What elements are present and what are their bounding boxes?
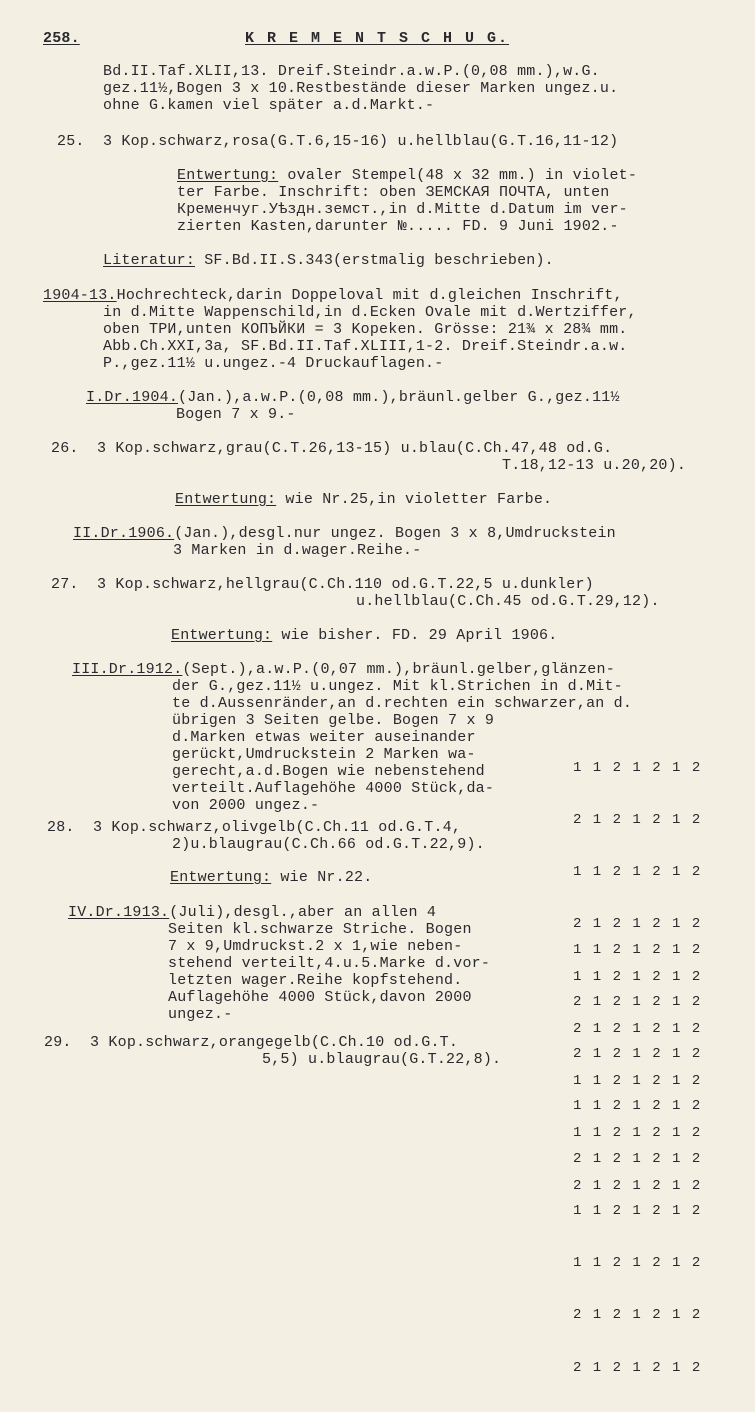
- item-28-line: 2)u.blaugrau(C.Ch.66 od.G.T.22,9).: [172, 836, 485, 853]
- druck-label: IV.Dr.1913.: [68, 904, 170, 921]
- druck-3-line: gerückt,Umdruckstein 2 Marken wa-: [172, 746, 476, 763]
- issue-1904: [43, 287, 623, 304]
- druck-3-line: von 2000 ungez.-: [172, 797, 320, 814]
- item-29-line: 5,5) u.blaugrau(G.T.22,8).: [262, 1051, 502, 1068]
- druck-4-line: stehend verteilt,4.u.5.Marke d.vor-: [168, 955, 491, 972]
- cancel-label: Entwertung:: [171, 627, 273, 644]
- druck-label: I.Dr.1904.: [86, 389, 179, 406]
- issue-1904-line: in d.Mitte Wappenschild,in d.Ecken Ovale mit d.Wertziffer,: [103, 304, 637, 321]
- grid-row: 1 1 2 1 2 1 2: [573, 1202, 702, 1219]
- item-25: 25. 3 Kop.schwarz,rosa(G.T.6,15-16) u.hellblau(G.T.16,11-12): [57, 133, 619, 150]
- cancel-text: ovaler Stempel(48 x 32 mm.) in violet-: [278, 167, 638, 184]
- grid-row: 1 1 2 1 2 1 2: [573, 968, 702, 985]
- grid-row: 2 1 2 1 2 1 2: [573, 994, 702, 1011]
- intro-line: gez.11½,Bogen 3 x 10.Restbestände dieser Marken ungez.u.: [103, 80, 619, 97]
- item-29: 29. 3 Kop.schwarz,orangegelb(C.Ch.10 od.G.T.: [44, 1034, 459, 1051]
- druck-3-line: der G.,gez.11½ u.ungez. Mit kl.Strichen in d.Mit-: [172, 678, 623, 695]
- grid-row: 2 1 2 1 2 1 2: [573, 1046, 702, 1063]
- druck-3-line: verteilt.Auflagehöhe 4000 Stück,da-: [172, 780, 495, 797]
- page-title: K R E M E N T S C H U G.: [245, 30, 510, 47]
- druck-3: [72, 661, 615, 678]
- cancel-label: Entwertung:: [170, 869, 272, 886]
- druck-3-line: te d.Aussenränder,an d.rechten ein schwarzer,an d.: [172, 695, 633, 712]
- page-number: 258.: [43, 30, 80, 47]
- issue-1904-line: Abb.Ch.XXI,3a, SF.Bd.II.Taf.XLIII,1-2. Dreif.Steindr.a.w.: [103, 338, 628, 355]
- druck-2-line: 3 Marken in d.wager.Reihe.-: [173, 542, 422, 559]
- druck-4-line: letzten wager.Reihe kopfstehend.: [168, 972, 463, 989]
- druck-text: (Juli),desgl.,aber an allen 4: [169, 904, 437, 921]
- druck-4-line: ungez.-: [168, 1006, 233, 1023]
- grid-row: 2 1 2 1 2 1 2: [573, 1020, 702, 1037]
- cancel-25: [177, 167, 637, 184]
- literature-label: Literatur:: [103, 252, 196, 269]
- grid-row: 1 1 2 1 2 1 2: [573, 941, 702, 958]
- cancel-25-line: zierten Kasten,darunter №..... FD. 9 Juni 1902.-: [177, 218, 619, 235]
- druck-2: [73, 525, 616, 542]
- grid-row: 2 1 2 1 2 1 2: [573, 916, 702, 933]
- grid-row: 2 1 2 1 2 1 2: [573, 1307, 702, 1324]
- druck-1-line: Bogen 7 x 9.-: [176, 406, 296, 423]
- grid-row: 1 1 2 1 2 1 2: [573, 864, 702, 881]
- cancel-label: Entwertung:: [177, 167, 279, 184]
- cancel-27: [171, 627, 557, 644]
- druck-3-line: übrigen 3 Seiten gelbe. Bogen 7 x 9: [172, 712, 495, 729]
- cancel-text: wie bisher. FD. 29 April 1906.: [272, 627, 558, 644]
- item-26: 26. 3 Kop.schwarz,grau(C.T.26,13-15) u.blau(C.Ch.47,48 od.G.: [51, 440, 613, 457]
- item-27: 27. 3 Kop.schwarz,hellgrau(C.Ch.110 od.G.T.22,5 u.dunkler): [51, 576, 594, 593]
- druck-text: (Jan.),desgl.nur ungez. Bogen 3 x 8,Umdruckstein: [174, 525, 616, 542]
- issue-1904-line: P.,gez.11½ u.ungez.-4 Druckauflagen.-: [103, 355, 444, 372]
- grid-row: 2 1 2 1 2 1 2: [573, 1177, 702, 1194]
- grid-row: 2 1 2 1 2 1 2: [573, 1150, 702, 1167]
- issue-label: 1904-13.: [43, 287, 117, 304]
- sheet-layout-grid-1913: [573, 907, 702, 1412]
- grid-row: 1 1 2 1 2 1 2: [573, 1098, 702, 1115]
- druck-4-line: 7 x 9,Umdruckst.2 x 1,wie neben-: [168, 938, 463, 955]
- druck-4: [68, 904, 436, 921]
- intro-line: ohne G.kamen viel später a.d.Markt.-: [103, 97, 435, 114]
- cancel-28: [170, 869, 372, 886]
- item-26-line: T.18,12-13 u.20,20).: [502, 457, 687, 474]
- literature: [103, 252, 554, 269]
- grid-row: 2 1 2 1 2 1 2: [573, 1359, 702, 1376]
- cancel-text: wie Nr.25,in violetter Farbe.: [276, 491, 553, 508]
- cancel-26: [175, 491, 552, 508]
- druck-1: [86, 389, 620, 406]
- literature-text: SF.Bd.II.S.343(erstmalig beschrieben).: [195, 252, 554, 269]
- druck-text: (Jan.),a.w.P.(0,08 mm.),bräunl.gelber G.,gez.11½: [178, 389, 620, 406]
- cancel-label: Entwertung:: [175, 491, 277, 508]
- issue-1904-line: oben ТРИ,unten КОПЪЙКИ = 3 Kopeken. Grösse: 21¾ x 28¾ mm.: [103, 321, 628, 338]
- intro-line: Bd.II.Taf.XLII,13. Dreif.Steindr.a.w.P.(0,08 mm.),w.G.: [103, 63, 600, 80]
- druck-text: (Sept.),a.w.P.(0,07 mm.),bräunl.gelber,glänzen-: [182, 661, 615, 678]
- cancel-text: wie Nr.22.: [271, 869, 373, 886]
- druck-3-line: gerecht,a.d.Bogen wie nebenstehend: [172, 763, 485, 780]
- item-27-line: u.hellblau(C.Ch.45 od.G.T.29,12).: [356, 593, 660, 610]
- druck-label: III.Dr.1912.: [72, 661, 183, 678]
- cancel-25-line: ter Farbe. Inschrift: oben ЗЕМСКАЯ ПОЧТА, unten: [177, 184, 610, 201]
- grid-row: 2 1 2 1 2 1 2: [573, 812, 702, 829]
- issue-text: Hochrechteck,darin Doppeloval mit d.gleichen Inschrift,: [116, 287, 623, 304]
- druck-3-line: d.Marken etwas weiter auseinander: [172, 729, 476, 746]
- grid-row: 1 1 2 1 2 1 2: [573, 759, 702, 776]
- grid-row: 1 1 2 1 2 1 2: [573, 1255, 702, 1272]
- druck-label: II.Dr.1906.: [73, 525, 175, 542]
- grid-row: 1 1 2 1 2 1 2: [573, 1073, 702, 1090]
- druck-4-line: Seiten kl.schwarze Striche. Bogen: [168, 921, 472, 938]
- item-28: 28. 3 Kop.schwarz,olivgelb(C.Ch.11 od.G.T.4,: [47, 819, 462, 836]
- cancel-25-line: Кременчуг.Уѣздн.земст.,in d.Mitte d.Datum im ver-: [177, 201, 628, 218]
- grid-row: 1 1 2 1 2 1 2: [573, 1125, 702, 1142]
- druck-4-line: Auflagehöhe 4000 Stück,davon 2000: [168, 989, 472, 1006]
